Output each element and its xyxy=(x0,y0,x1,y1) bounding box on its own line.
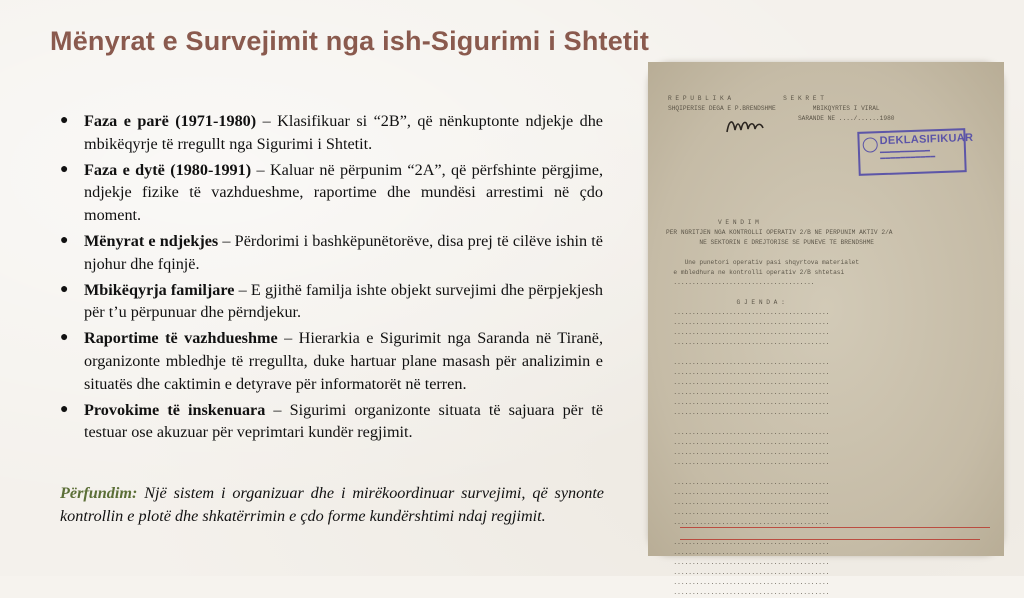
conclusion-text: Një sistem i organizuar dhe i mirëkoordinuar survejimi, që synonte kontrollin e plotë dhe shkatërrimin e çdo forme kundërshtimi ndaj regjimit. xyxy=(60,484,604,525)
bullet-dot-icon: ● xyxy=(60,401,69,417)
bullet-text: – E gjithë familja ishte objekt survejimi dhe përpjekjesh për t’u përpunuar dhe përndjekur. xyxy=(84,280,603,322)
bullet-term: Faza e dytë (1980-1991) xyxy=(84,160,252,179)
bullet-item xyxy=(58,399,603,444)
red-underline-mark xyxy=(680,539,980,540)
bullet-item xyxy=(58,279,603,324)
stamp-fineprint: ▬▬▬▬▬▬▬▬▬▬ ▬▬▬▬▬▬▬▬▬▬▬ xyxy=(879,147,936,162)
bullet-term: Provokime të inskenuara xyxy=(84,400,266,419)
bullet-text: – Sigurimi organizonte situata të sajuara për të testuar ose akuzuar për veprimtari kundër regjimit. xyxy=(84,400,604,442)
bullet-dot-icon: ● xyxy=(60,161,69,177)
bullet-text: – Hierarkia e Sigurimit nga Saranda në Tiranë, organizonte mbledhje të rregullta, duke hartuar plane masash për analizimin e situatës dhe caktimin e detyrave për informatorët në terren. xyxy=(84,329,604,393)
document-texture: V E N D I M PER NGRITJEN NGA KONTROLLI OPERATIV 2/B NE PERPUNIM AKTIV 2/A NE SEKTORIN E DREJTORISE SE PUNEVE TE BRENDSHME Une punetori operativ pasi shqyrtova materialet e mbledhura ne kontrolli operativ 2/B shtetasi ...................................... G J E N D A : .......................................... .......................................... .......................................... .......................................... .......................................... .......................................... .......................................... .......................................... .......................................... .......................................... .......................................... .......................................... .......................................... .......................................... .......................................... .......................................... .......................................... .......................................... .......................................... .......................................... .......................................... .......................................... .......................................... .......................................... .......................................... xyxy=(666,219,893,596)
seal-icon xyxy=(862,137,878,153)
bullet-dot-icon: ● xyxy=(60,281,69,297)
slide-title: Mënyrat e Survejimit nga ish-Sigurimi i Shtetit xyxy=(50,26,650,56)
bullet-item xyxy=(58,230,603,275)
red-underline-mark xyxy=(680,527,990,528)
conclusion-label: Përfundim: xyxy=(60,484,138,502)
bullet-text: – Përdorimi i bashkëpunëtorëve, disa prej të cilëve ishin të njohur dhe fqinjë. xyxy=(84,231,603,273)
bullet-item xyxy=(58,110,603,155)
bullet-dot-icon: ● xyxy=(60,232,69,248)
declassified-stamp xyxy=(857,128,974,176)
stamp-text: DEKLASIFIKUAR xyxy=(879,131,974,148)
signature-icon xyxy=(723,114,771,138)
conclusion-paragraph xyxy=(60,482,604,527)
bullet-term: Raportime të vazhdueshme xyxy=(84,329,278,348)
bullet-term: Mënyrat e ndjekjes xyxy=(84,231,219,250)
bullet-item xyxy=(58,159,603,227)
bullet-term: Faza e parë (1971-1980) xyxy=(84,112,257,130)
bullet-dot-icon: ● xyxy=(60,113,69,128)
document-texture: R E P U B L I K A S E K R E T SHQIPERISE DEGA E P.BRENDSHME MBIKQYRTES I VIRAL SARANDE NE ..../......1980 xyxy=(668,95,895,122)
bullet-item xyxy=(58,327,603,395)
bullet-term: Mbikëqyrja familjare xyxy=(84,280,235,299)
bullet-dot-icon: ● xyxy=(60,330,69,346)
bullet-text: – Klasifikuar si “2B”, që nënkuptonte ndjekje dhe mbikëqyrje të rregullt nga Sigurimi i Shtetit. xyxy=(84,112,603,153)
bullet-text: – Kaluar në përpunim “2A”, që përfshinte përgjime, ndjekje fizike të vazhdueshme, raportime dhe mundësi arrestimi në çdo moment. xyxy=(84,160,603,224)
bullet-list xyxy=(58,110,603,447)
